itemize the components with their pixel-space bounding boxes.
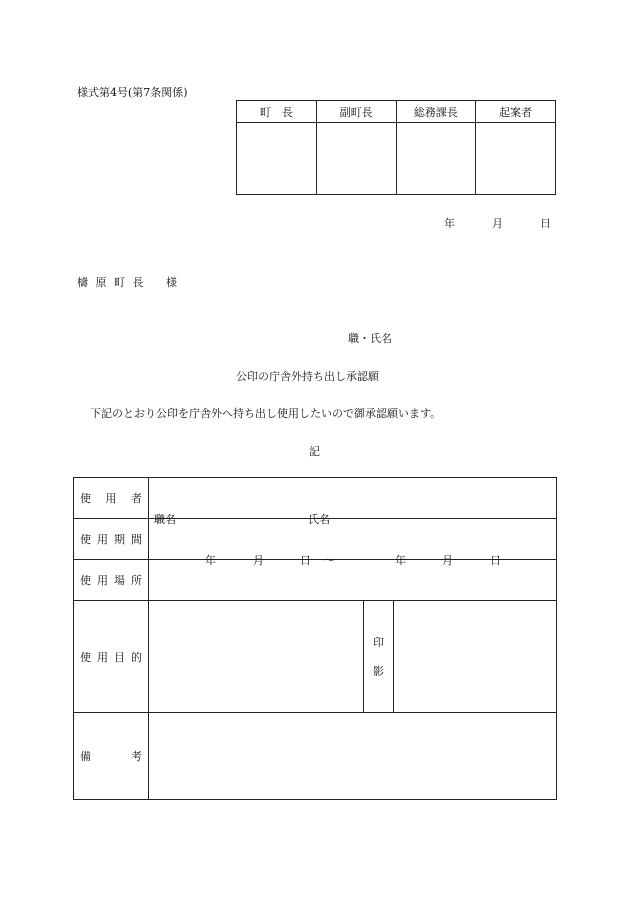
remarks-label: 備 考 <box>74 713 149 800</box>
purpose-field[interactable] <box>149 601 364 713</box>
ki-marker: 記 <box>309 445 320 458</box>
applicant-label: 職・氏名 <box>348 332 392 345</box>
body-text: 下記のとおり公印を庁舎外へ持ち出し使用したいので御承認願います。 <box>90 407 442 420</box>
addressee-name: 檮 原 町 長 <box>77 276 146 289</box>
document-title: 公印の庁舎外持ち出し承認願 <box>236 370 379 383</box>
date-day: 日 <box>540 217 551 230</box>
row-remarks <box>74 713 557 800</box>
user-post-label: 職名 <box>154 513 176 526</box>
approval-col-general-affairs-chief: 総務課長 <box>396 101 476 123</box>
approval-stamp-row <box>237 123 556 195</box>
row-purpose <box>74 601 557 713</box>
date-year: 年 <box>444 217 455 230</box>
row-place <box>74 560 557 601</box>
period-month1: 月 <box>253 554 264 567</box>
remarks-field[interactable] <box>149 713 557 800</box>
user-name-label: 氏名 <box>308 513 330 526</box>
period-day2: 日 <box>490 554 501 567</box>
period-year1: 年 <box>205 554 216 567</box>
seal-impression-field[interactable] <box>394 601 557 713</box>
application-form-table <box>73 477 557 800</box>
approval-col-deputy-mayor: 副町長 <box>316 101 396 123</box>
user-label: 使 用 者 <box>74 478 149 519</box>
user-field[interactable] <box>149 478 557 526</box>
seal-label <box>364 601 394 713</box>
stamp-box-drafter[interactable] <box>476 123 556 195</box>
period-day1: 日 <box>300 554 311 567</box>
addressee-honorific: 様 <box>166 276 177 289</box>
purpose-label: 使用目的 <box>74 601 149 713</box>
stamp-box-deputy-mayor[interactable] <box>316 123 396 195</box>
approval-header-row <box>237 101 556 123</box>
date-month: 月 <box>492 217 503 230</box>
seal-label-char2: 影 <box>373 664 384 678</box>
stamp-box-mayor[interactable] <box>237 123 317 195</box>
approval-col-mayor: 町 長 <box>237 101 317 123</box>
period-month2: 月 <box>442 554 453 567</box>
approval-stamp-table <box>236 100 556 195</box>
approval-col-drafter: 起案者 <box>476 101 556 123</box>
stamp-box-general-affairs-chief[interactable] <box>396 123 476 195</box>
form-number: 様式第4号(第7条関係) <box>77 86 188 99</box>
period-tilde: ～ <box>324 554 335 567</box>
seal-label-char1: 印 <box>373 635 384 649</box>
period-label: 使用期間 <box>74 519 149 560</box>
period-year2: 年 <box>395 554 406 567</box>
period-field[interactable] <box>149 519 557 567</box>
place-label: 使用場所 <box>74 560 149 601</box>
row-user <box>74 478 557 519</box>
